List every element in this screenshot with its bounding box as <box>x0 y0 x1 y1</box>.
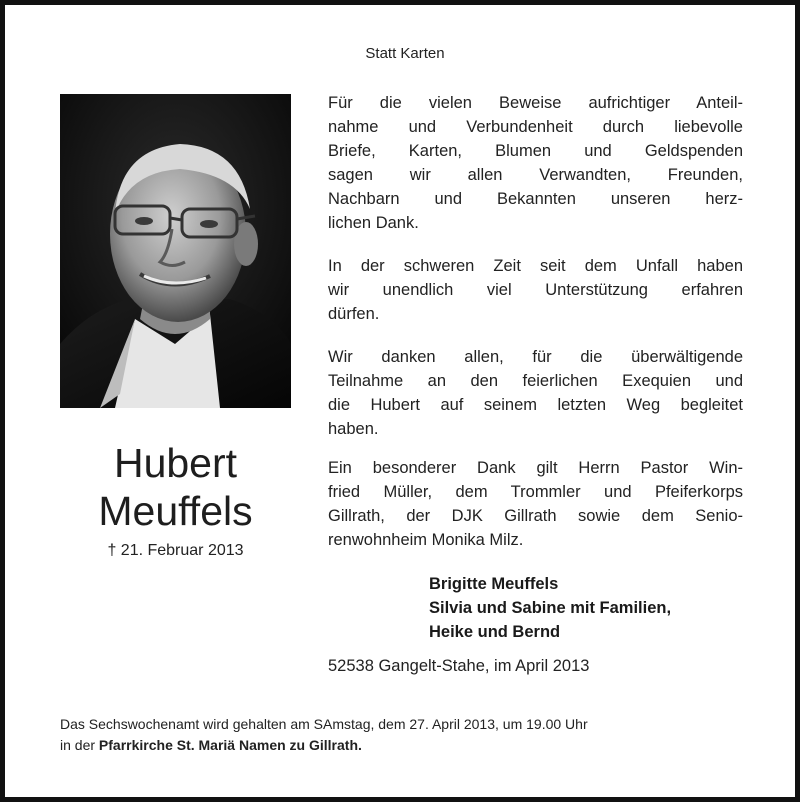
message-paragraph-3 <box>328 345 743 441</box>
deceased-first-name: Hubert <box>113 440 238 486</box>
signer-line: Heike und Bernd <box>429 623 561 641</box>
text-line: In der schweren Zeit seit dem Unfall haben <box>328 257 743 275</box>
header-text: Statt Karten <box>365 45 445 62</box>
death-date: † 21. Februar 2013 <box>107 542 244 559</box>
footer-line-1: Das Sechswochenamt wird gehalten am SAmstag, dem 27. April 2013, um 19.00 Uhr <box>60 716 588 732</box>
text-line: nahme und Verbundenheit durch liebevolle <box>328 118 743 136</box>
text-line: Für die vielen Beweise aufrichtiger Anteil- <box>328 94 743 112</box>
signer-line: Brigitte Meuffels <box>429 575 559 593</box>
text-line: haben. <box>328 420 379 438</box>
text-line: wir unendlich viel Unterstützung erfahren <box>328 281 743 299</box>
signer-line: Silvia und Sabine mit Familien, <box>429 599 672 617</box>
text-line: Teilnahme an den feierlichen Exequien und <box>328 372 743 390</box>
church-name: Pfarrkirche St. Mariä Namen zu Gillrath. <box>98 737 362 753</box>
deceased-last-name: Meuffels <box>98 488 253 534</box>
text-line: Gillrath, der DJK Gillrath sowie dem Senio- <box>328 507 743 525</box>
message-paragraph-1 <box>328 91 743 235</box>
text-line: renwohnheim Monika Milz. <box>328 531 524 549</box>
text-line: Ein besonderer Dank gilt Herrn Pastor Win- <box>328 459 743 477</box>
footer-prefix: in der <box>60 737 99 753</box>
signers-block <box>429 572 671 644</box>
message-paragraph-2 <box>328 254 743 326</box>
footer-line-2 <box>60 735 760 756</box>
text-line: Briefe, Karten, Blumen und Geldspenden <box>328 142 743 160</box>
service-announcement <box>60 714 760 756</box>
text-line: lichen Dank. <box>328 214 419 232</box>
text-line: fried Müller, dem Trommler und Pfeiferkorps <box>328 483 743 501</box>
text-line: die Hubert auf seinem letzten Weg begleitet <box>328 396 743 414</box>
text-line: sagen wir allen Verwandten, Freunden, <box>328 166 743 184</box>
portrait-photo <box>60 94 291 408</box>
place-and-date: 52538 Gangelt-Stahe, im April 2013 <box>328 657 590 675</box>
text-line: Wir danken allen, für die überwältigende <box>328 348 743 366</box>
text-line: dürfen. <box>328 305 380 323</box>
message-paragraph-4 <box>328 456 743 552</box>
text-line: Nachbarn und Bekannten unseren herz- <box>328 190 743 208</box>
